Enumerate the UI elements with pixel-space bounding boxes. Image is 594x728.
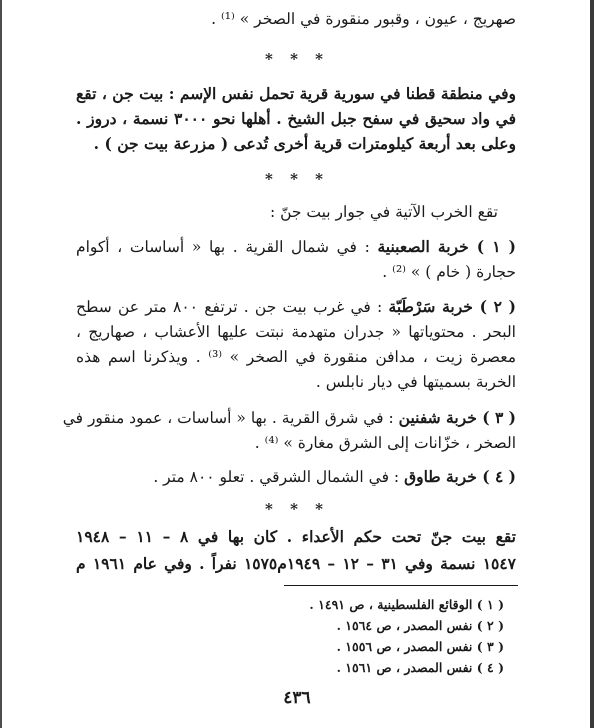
ruin-2-text-4: الخربة بسميتها في ديار نابلس . [315, 373, 516, 391]
para-main-line-2: في واد سحيق في سفح جبل الشيخ . أهلها نحو ٣٠٠٠ نسمة ، دروز . [76, 109, 516, 128]
ruin-3-text-2: الصخر ، خزّانات إلى الشرق مغارة » ⁽⁴⁾ . [254, 434, 516, 452]
ruin-1-title: ( ١ ) خربة الصعبنية [377, 237, 517, 256]
section-separator-2: * * * [265, 170, 329, 188]
footnote-3: ( ٣ ) نفس المصدر ، ص ١٥٥٦ . [336, 639, 504, 654]
ruin-2-title: ( ٢ ) خربة سَرْطَبّة [388, 297, 516, 316]
footnote-4: ( ٤ ) نفس المصدر ، ص ١٥٦١ . [336, 660, 504, 675]
ruin-2-text-3: معصرة زيت ، مدافن منقورة في الصخر » ⁽³⁾ . ويذكرنا اسم هذه [76, 348, 516, 366]
ruin-4-title: ( ٤ ) خربة طاوق [404, 467, 516, 486]
section-separator-3: * * * [265, 500, 329, 518]
intro-tail-line: صهريج ، عيون ، وقبور منقورة في الصخر » ⁽¹⁾ . [211, 10, 516, 28]
ruin-3-line-1 [62, 407, 516, 429]
ruin-4-text-1: : في الشمال الشرقي . تعلو ٨٠٠ متر . [153, 468, 400, 486]
ruin-3-text-1: : في شرق القرية . بها « أساسات ، عمود منقور في [62, 409, 394, 427]
para-end-line-1: تقع بيت جنّ تحت حكم الأعداء . كان بها في ٨ – ١١ – ١٩٤٨ [76, 527, 516, 546]
section-separator-1: * * * [265, 50, 329, 68]
footnote-2: ( ٢ ) نفس المصدر ، ص ١٥٦٤ . [336, 618, 504, 633]
para-main-line-3: وعلى بعد أربعة كيلومترات قرية أخرى تُدعى ( مزرعة بيت جن ) . [93, 134, 516, 153]
footnote-1: ( ١ ) الوقائع الفلسطينية ، ص ١٤٩١ . [309, 597, 504, 612]
ruin-1-line-1 [76, 236, 516, 258]
para-main-line-1: وفي منطقة قطنا في سورية قرية تحمل نفس الإسم : بيت جن ، تقع [76, 84, 516, 103]
ruin-2-text-1: : في غرب بيت جن . ترتفع ٨٠٠ متر عن سطح [76, 298, 383, 316]
footnote-rule [284, 585, 518, 586]
ruin-2-text-2: البحر . محتوياتها « جدران متهدمة نبتت عليها الأعشاب ، صهاريج ، [76, 323, 516, 341]
ruin-3-title: ( ٣ ) خربة شفنين [398, 408, 516, 427]
ruin-4-line-1 [76, 466, 516, 488]
ruin-1-text-2: حجارة ( خام ) » ⁽²⁾ . [382, 263, 516, 281]
ruin-1-text-1: : في شمال القرية . بها « أساسات ، أكوام [76, 238, 370, 256]
para-end-line-2: ١٥٤٧ نسمة وفي ٣١ – ١٢ – ١٩٤٩م١٥٧٥ نفراً . وفي عام ١٩٦١ م [76, 554, 517, 573]
page-number: ٤٣٦ [283, 688, 311, 708]
ruin-2-line-1 [76, 296, 516, 318]
ruins-intro: تقع الخرب الآتية في جوار بيت جنّ : [269, 203, 498, 221]
